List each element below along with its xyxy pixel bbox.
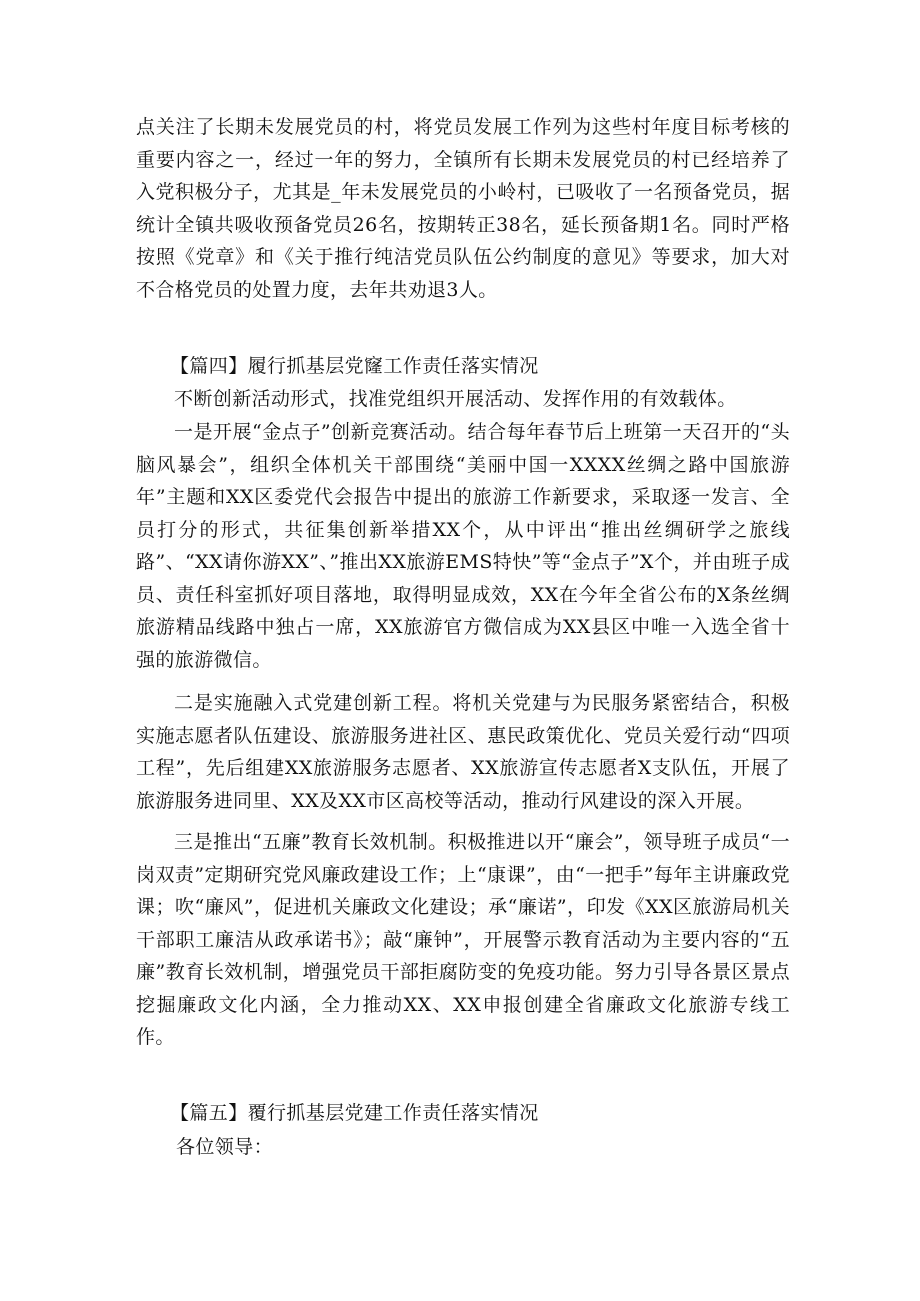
salutation: 各位领导：: [176, 1136, 274, 1158]
section-4-point-2: 二是实施融入式党建创新工程。将机关党建与为民服务紧密结合，积极实施志愿者队伍建设、旅游服务进社区、惠民政策优化、党员关爱行动“四项工程”，先后组建XX旅游服务志愿者、XX旅游宣传志愿者X支队伍，开展了旅游服务进同里、XX及XX市区高校等活动，推动行风建设的深入开展。: [136, 692, 790, 812]
section-4-point-1: 一是开展“金点子”创新竞赛活动。结合每年春节后上班第一天召开的“头脑风暴会”，组织全体机关干部围绕“美丽中国一XXXX丝绸之路中国旅游年”主题和XX区委党代会报告中提出的旅游工作新要求，采取逐一发言、全员打分的形式，共征集创新举措XX个，从中评出“推出丝绸研学之旅线路”、“XX请你游XX”、”推出XX旅游EMS特快”等“金点子”X个，并由班子成员、责任科室抓好项目落地，取得明显成效，XX在今年全省公布的X条丝绸旅游精品线路中独占一席，XX旅游官方微信成为XX县区中唯一入选全省十强的旅游微信。: [136, 421, 790, 671]
section-4-point-3: 三是推出“五廉”教育长效机制。积极推进以开“廉会”，领导班子成员“一岗双责”定期研究党风廉政建设工作；上“康课”，由“一把手”每年主讲廉政党课；吹“廉风”，促进机关廉政文化建设；承“廉诺”，印发《XX区旅游局机关干部职工廉洁从政承诺书》；敲“廉钟”，开展警示教育活动为主要内容的“五廉”教育长效机制，增强党员干部拒腐防变的免疫功能。努力引导各景区景点挖掘廉政文化内涵，全力推动XX、XX申报创建全省廉政文化旅游专线工作。: [136, 831, 790, 1048]
section-4-intro: 不断创新活动形式，找准党组织开展活动、发挥作用的有效载体。: [174, 388, 737, 410]
section-5-heading: 【篇五】覆行抓基层党建工作责任落实情况: [170, 1102, 539, 1124]
continuation-paragraph: 点关注了长期未发展党员的村，将党员发展工作列为这些村年度目标考核的重要内容之一，经过一年的努力，全镇所有长期未发展党员的村已经培养了入党积极分子，尤其是_年未发展党员的小岭村，已吸收了一名预备党员，据统计全镇共吸收预备党员26名，按期转正38名，延长预备期1名。同时严格按照《党章》和《关于推行纯洁党员队伍公约制度的意见》等要求，加大对不合格党员的处置力度，去年共劝退3人。: [136, 116, 790, 301]
section-4-heading: 【篇四】履行抓基层党窿工作责任落实情况: [170, 355, 539, 377]
